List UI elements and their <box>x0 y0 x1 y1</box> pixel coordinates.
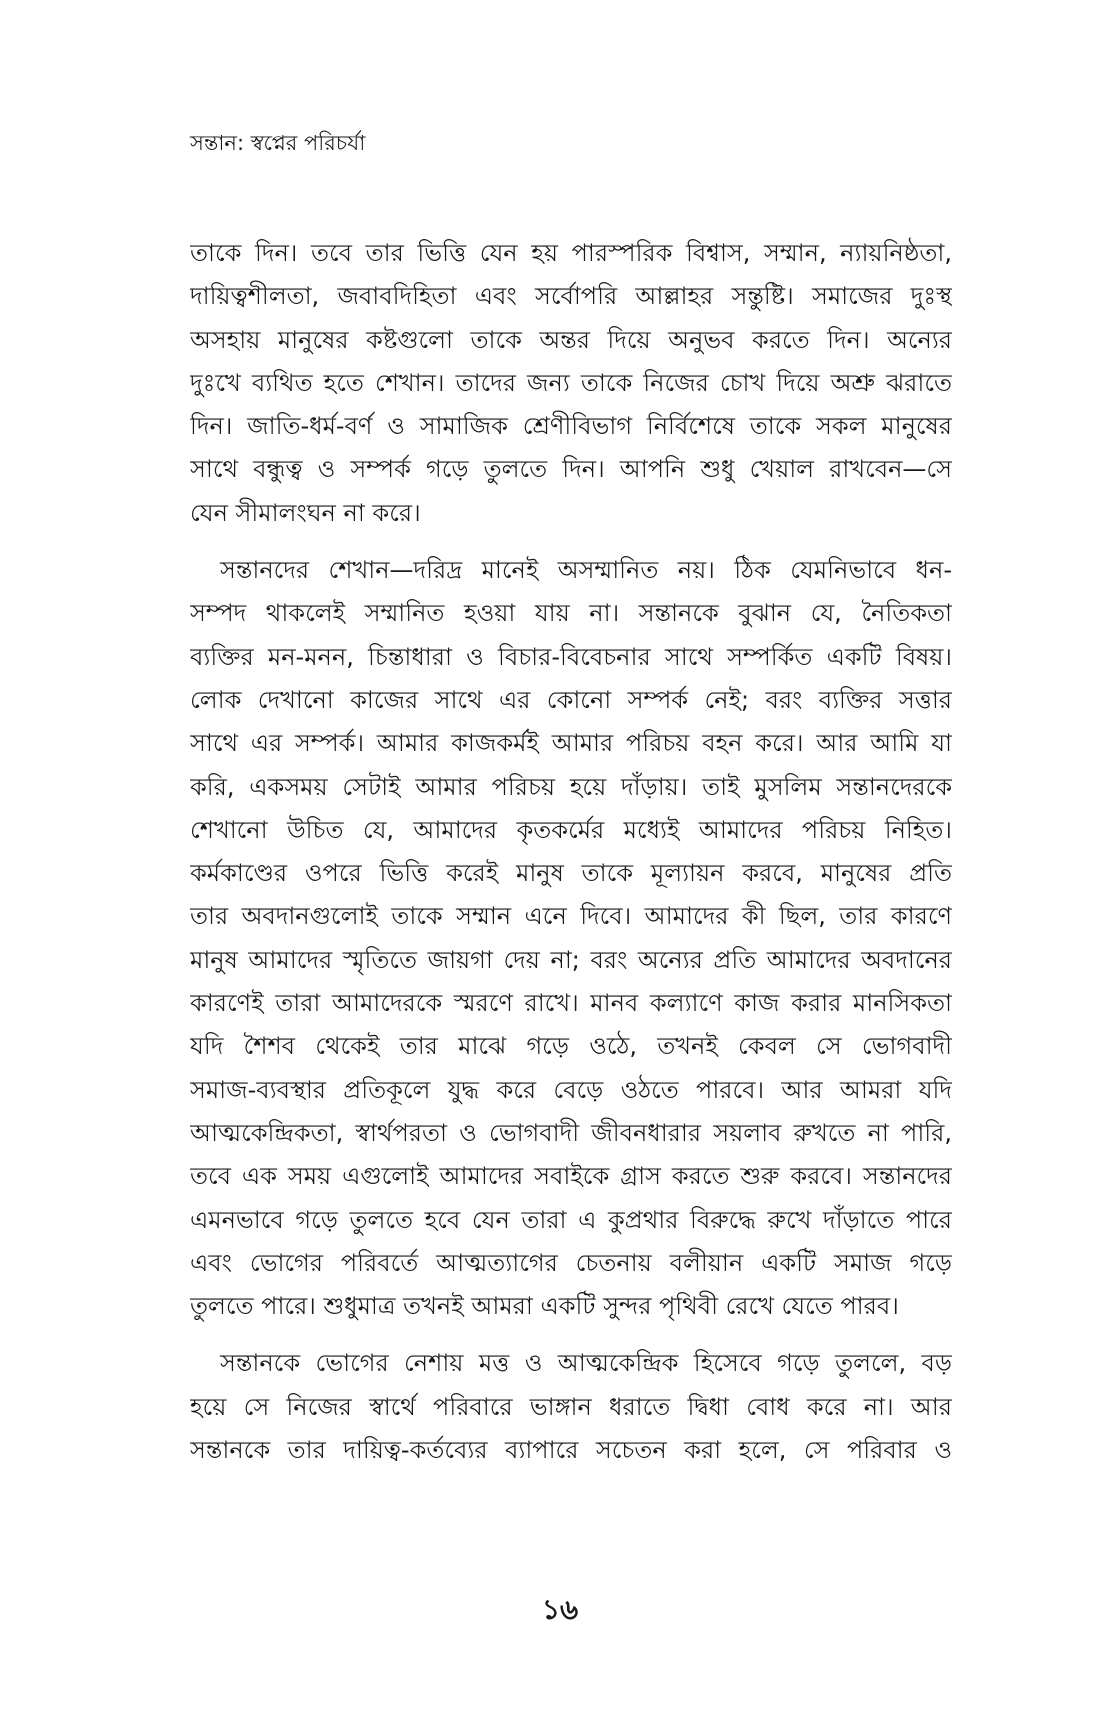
text-line: কর্মকাণ্ডের ওপরে ভিত্তি করেই মানুষ তাকে মূল্যায়ন করবে, মানুষের প্রতি <box>190 859 952 888</box>
text-line: এমনভাবে গড়ে তুলতে হবে যেন তারা এ কুপ্রথার বিরুদ্ধে রুখে দাঁড়াতে পারে <box>190 1205 952 1234</box>
paragraph-1 <box>190 232 952 535</box>
text-line: সন্তানকে তার দায়িত্ব-কর্তব্যের ব্যাপারে সচেতন করা হলে, সে পরিবার ও <box>190 1436 952 1465</box>
text-line: সমাজ-ব্যবস্থার প্রতিকূলে যুদ্ধ করে বেড়ে ওঠতে পারবে। আর আমরা যদি <box>190 1075 952 1104</box>
text-line: অসহায় মানুষের কষ্টগুলো তাকে অন্তর দিয়ে অনুভব করতে দিন। অন্যের <box>190 325 952 354</box>
text-line: কারণেই তারা আমাদেরকে স্মরণে রাখে। মানব কল্যাণে কাজ করার মানসিকতা <box>190 989 952 1018</box>
text-line: তার অবদানগুলোই তাকে সম্মান এনে দিবে। আমাদের কী ছিল, তার কারণে <box>190 902 952 931</box>
text-line: শেখানো উচিত যে, আমাদের কৃতকর্মের মধ্যেই আমাদের পরিচয় নিহিত। <box>190 815 952 844</box>
text-line: দায়িত্বশীলতা, জবাবদিহিতা এবং সর্বোপরি আল্লাহর সন্তুষ্টি। সমাজের দুঃস্থ <box>190 282 952 311</box>
text-line: লোক দেখানো কাজের সাথে এর কোনো সম্পর্ক নেই; বরং ব্যক্তির সত্তার <box>190 685 952 714</box>
text-line: সন্তানদের শেখান—দরিদ্র মানেই অসম্মানিত নয়। ঠিক যেমনিভাবে ধন- <box>220 556 952 585</box>
text-line: ব্যক্তির মন-মনন, চিন্তাধারা ও বিচার-বিবেচনার সাথে সম্পর্কিত একটি বিষয়। <box>190 642 952 671</box>
text-line: এবং ভোগের পরিবর্তে আত্মত্যাগের চেতনায় বলীয়ান একটি সমাজ গড়ে <box>190 1248 952 1277</box>
text-line: হয়ে সে নিজের স্বার্থে পরিবারে ভাঙ্গান ধরাতে দ্বিধা বোধ করে না। আর <box>190 1392 952 1421</box>
running-title: সন্তান: স্বপ্নের পরিচর্যা <box>190 131 366 155</box>
text-line: সাথে এর সম্পর্ক। আমার কাজকর্মই আমার পরিচয় বহন করে। আর আমি যা <box>190 729 952 758</box>
body-text <box>190 232 952 1472</box>
text-line: মানুষ আমাদের স্মৃতিতে জায়গা দেয় না; বরং অন্যের প্রতি আমাদের অবদানের <box>190 945 952 974</box>
text-line: সম্পদ থাকলেই সম্মানিত হওয়া যায় না। সন্তানকে বুঝান যে, নৈতিকতা <box>190 599 952 628</box>
text-line: করি, একসময় সেটাই আমার পরিচয় হয়ে দাঁড়ায়। তাই মুসলিম সন্তানদেরকে <box>190 772 952 801</box>
text-line: আত্মকেন্দ্রিকতা, স্বার্থপরতা ও ভোগবাদী জীবনধারার সয়লাব রুখতে না পারি, <box>190 1118 952 1147</box>
text-line: দুঃখে ব্যথিত হতে শেখান। তাদের জন্য তাকে নিজের চোখ দিয়ে অশ্রু ঝরাতে <box>190 368 952 397</box>
page-number: ১৬ <box>541 1593 579 1626</box>
text-line: সন্তানকে ভোগের নেশায় মত্ত ও আত্মকেন্দ্রিক হিসেবে গড়ে তুললে, বড় <box>220 1349 952 1378</box>
text-line: তাকে দিন। তবে তার ভিত্তি যেন হয় পারস্পরিক বিশ্বাস, সম্মান, ন্যায়নিষ্ঠতা, <box>190 239 952 267</box>
text-line: তবে এক সময় এগুলোই আমাদের সবাইকে গ্রাস করতে শুরু করবে। সন্তানদের <box>190 1162 952 1191</box>
text-line: যদি শৈশব থেকেই তার মাঝে গড়ে ওঠে, তখনই কেবল সে ভোগবাদী <box>190 1032 952 1061</box>
text-line: যেন সীমালংঘন না করে। <box>190 498 421 527</box>
text-line: তুলতে পারে। শুধুমাত্র তখনই আমরা একটি সুন্দর পৃথিবী রেখে যেতে পারব। <box>190 1292 899 1321</box>
paragraph-3 <box>190 1342 952 1472</box>
text-line: দিন। জাতি-ধর্ম-বর্ণ ও সামাজিক শ্রেণীবিভাগ নির্বিশেষে তাকে সকল মানুষের <box>190 412 952 441</box>
paragraph-2 <box>190 549 952 1328</box>
text-line: সাথে বন্ধুত্ব ও সম্পর্ক গড়ে তুলতে দিন। আপনি শুধু খেয়াল রাখবেন—সে <box>190 455 952 484</box>
